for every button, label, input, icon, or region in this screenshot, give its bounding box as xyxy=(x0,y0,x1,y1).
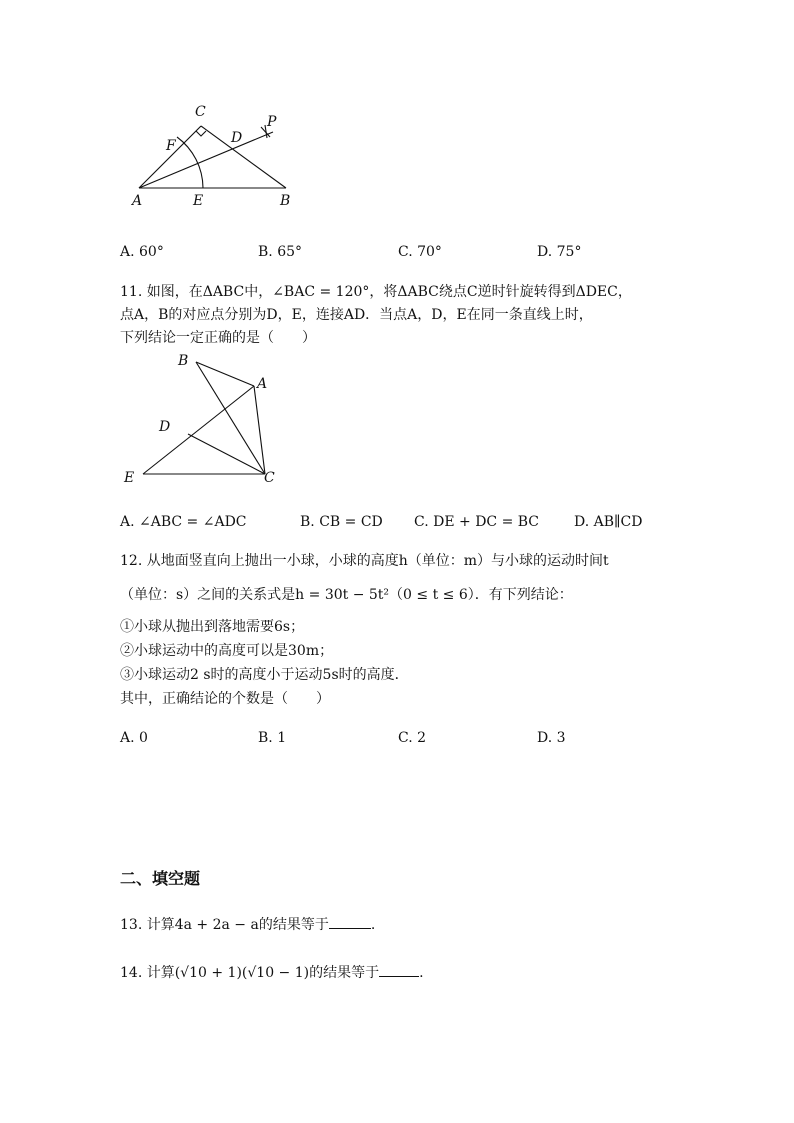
label-B: B xyxy=(280,193,291,209)
section-heading-fill-in: 二、填空题 xyxy=(120,869,201,888)
q11-option-a: A. ∠ABC = ∠ADC xyxy=(120,514,247,530)
q12-option-a: A. 0 xyxy=(120,730,148,746)
q13-text: 13. 计算4a + 2a − a的结果等于 xyxy=(120,917,329,933)
q12-stem-line1: 12. 从地面竖直向上抛出一小球，小球的高度h（单位：m）与小球的运动时间t xyxy=(120,553,609,569)
q14-period: . xyxy=(419,965,424,981)
q11-stem-line3: 下列结论一定正确的是（ ） xyxy=(120,330,316,346)
q12-option-c: C. 2 xyxy=(398,730,427,746)
q12-stem-line2: （单位：s）之间的关系式是h = 30t − 5t²（0 ≤ t ≤ 6）．有下列结论： xyxy=(120,587,573,603)
label-D: D xyxy=(159,419,171,435)
q13-stem xyxy=(120,914,375,934)
q11-option-d: D. AB∥CD xyxy=(574,514,643,530)
q12-statement-3: ③小球运动2 s时的高度小于运动5s时的高度． xyxy=(120,667,409,683)
q13-period: . xyxy=(370,917,376,933)
q12-question: 其中，正确结论的个数是（ ） xyxy=(120,691,330,707)
q10-option-a: A. 60° xyxy=(120,244,164,260)
label-D: D xyxy=(231,130,243,146)
q11-option-b: B. CB = CD xyxy=(300,514,383,530)
q10-option-b: B. 65° xyxy=(258,244,303,260)
right-angle-mark xyxy=(196,131,206,136)
q11-option-c: C. DE + DC = BC xyxy=(414,514,540,530)
segment-AC xyxy=(139,126,201,188)
segment-AC xyxy=(254,386,265,474)
segment-BC xyxy=(196,362,268,474)
label-C: C xyxy=(264,470,275,486)
q12-statement-1: ①小球从抛出到落地需要6s； xyxy=(120,619,305,635)
q10-figure xyxy=(125,100,295,212)
q10-option-d: D. 75° xyxy=(537,244,582,260)
q13-answer-blank[interactable] xyxy=(329,914,371,929)
label-A: A xyxy=(132,193,143,209)
q14-answer-blank[interactable] xyxy=(379,962,419,977)
q14-text: 14. 计算(√10 + 1)(√10 − 1)的结果等于 xyxy=(120,965,380,981)
label-A: A xyxy=(257,376,268,392)
segment-DC xyxy=(188,434,265,474)
q11-figure xyxy=(118,348,288,488)
label-E: E xyxy=(193,193,204,209)
label-P: P xyxy=(267,114,277,130)
q12-option-d: D. 3 xyxy=(537,730,566,746)
q12-statement-2: ②小球运动中的高度可以是30m； xyxy=(120,643,334,659)
label-F: F xyxy=(166,138,176,154)
label-E: E xyxy=(124,470,135,486)
q11-stem-line2: 点A，B的对应点分别为D，E，连接AD．当点A，D，E在同一条直线上时， xyxy=(120,307,593,323)
segment-BA xyxy=(196,362,254,386)
label-B: B xyxy=(178,353,189,369)
q11-stem-line1: 11. 如图，在ΔABC中，∠BAC = 120°，将ΔABC绕点C逆时针旋转得到ΔDEC， xyxy=(120,284,632,300)
q14-stem xyxy=(120,962,424,982)
q12-option-b: B. 1 xyxy=(258,730,287,746)
q10-option-c: C. 70° xyxy=(398,244,442,260)
ray-AP xyxy=(139,132,273,188)
label-C: C xyxy=(195,104,206,120)
